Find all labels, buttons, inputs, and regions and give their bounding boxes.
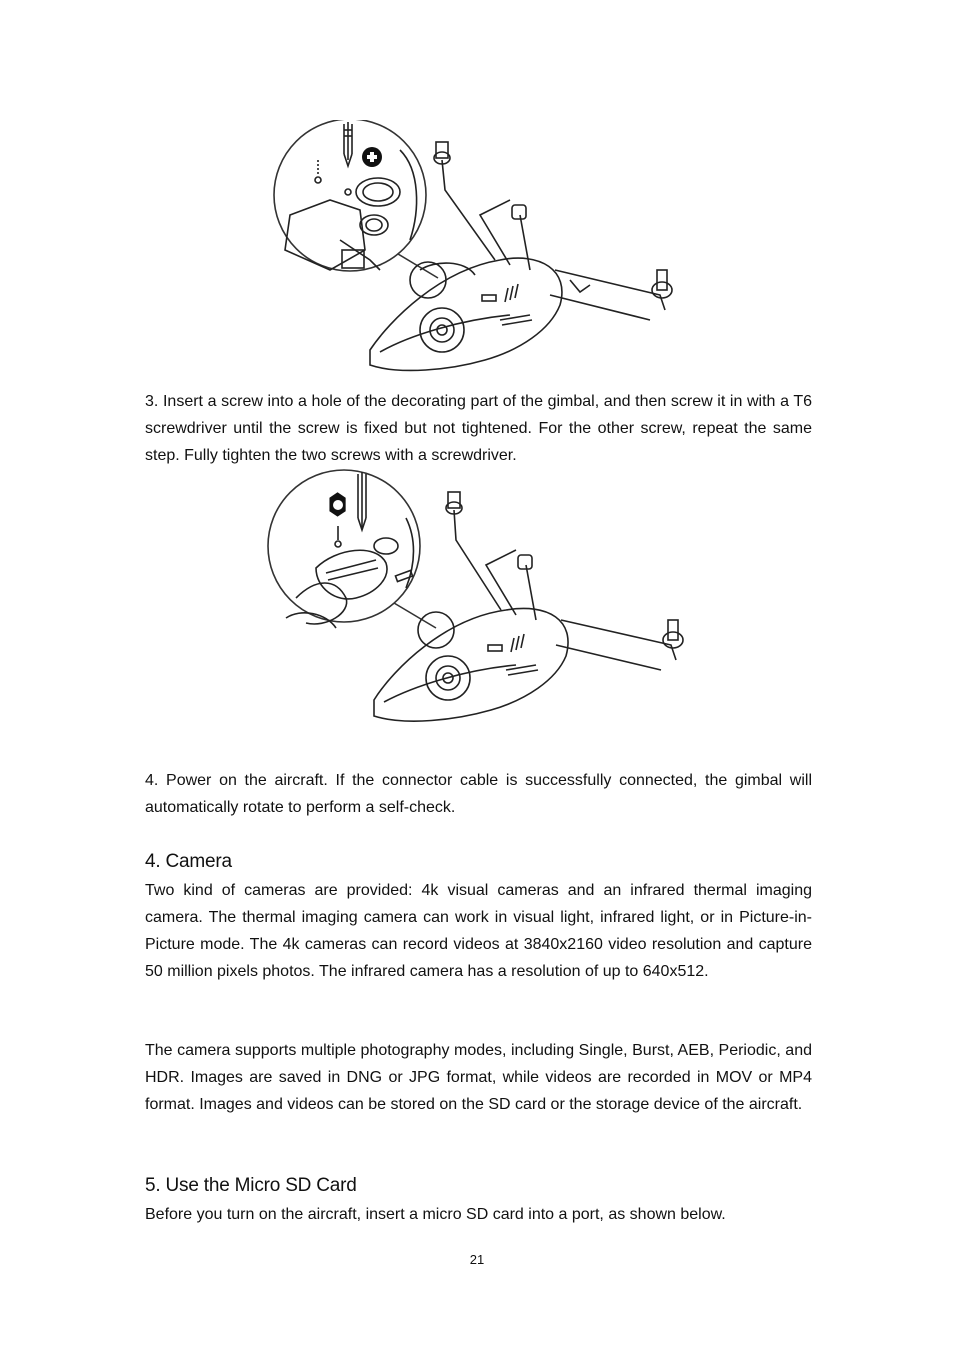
sdcard-paragraph: Before you turn on the aircraft, insert a micro SD card into a port, as shown below.	[145, 1206, 726, 1223]
page-number: 21	[469, 1252, 485, 1267]
camera-heading: 4. Camera	[145, 851, 232, 872]
camera-paragraph-2: The camera supports multiple photography modes, including Single, Burst, AEB, Periodic, and HDR. Images are saved in DNG or JPG format, while videos are recorded in MOV or MP4 format. Images and videos can be stored on the SD card or the storage device of the aircraft.	[145, 1042, 812, 1113]
phillips-screw-icon	[362, 147, 382, 167]
drone-illustration-1	[270, 120, 690, 388]
step4-text: 4. Power on the aircraft. If the connector cable is successfully connected, the gimbal will automatically rotate to perform a self-check.	[145, 772, 812, 816]
camera-paragraph-1: Two kind of cameras are provided: 4k visual cameras and an infrared thermal imaging camera. The thermal imaging camera can work in visual light, infrared light, or in Picture-in-Picture mode. The 4k cameras can record videos at 3840x2160 video resolution and capture 50 million pixels photos. The infrared camera has a resolution of up to 640x512.	[145, 882, 812, 980]
step3-text: 3. Insert a screw into a hole of the decorating part of the gimbal, and then screw it in with a T6 screwdriver until the screw is fixed but not tightened. For the other screw, repeat the same step. Fully tighten the two screws with a screwdriver.	[145, 393, 812, 464]
figure-gimbal-screw-phillips	[270, 120, 690, 388]
drone-illustration-2	[266, 468, 700, 740]
sdcard-heading: 5. Use the Micro SD Card	[145, 1175, 357, 1196]
hex-screw-icon	[329, 492, 345, 516]
figure-gimbal-screw-hex	[266, 468, 700, 740]
